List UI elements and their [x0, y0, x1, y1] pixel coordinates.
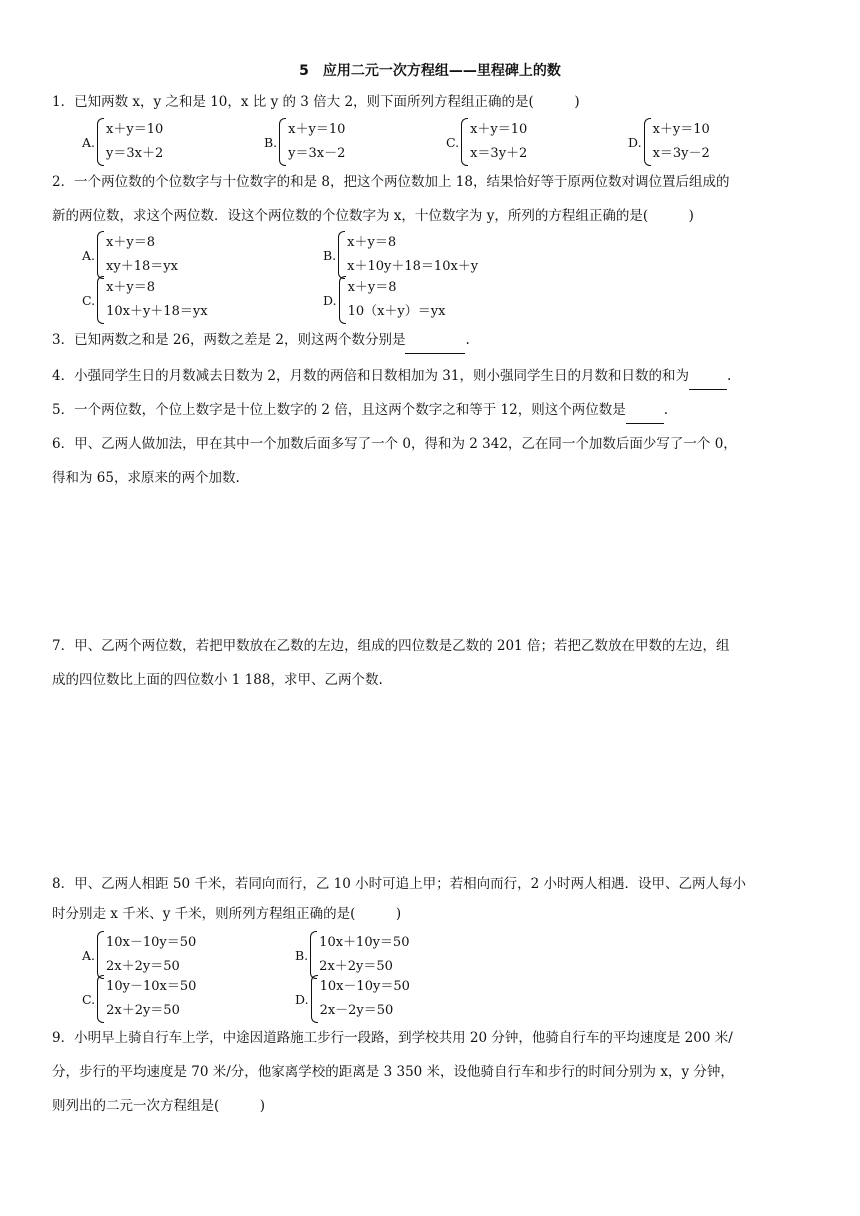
equation: 2x＋2y＝50: [319, 959, 393, 974]
question-3-end: .: [465, 332, 470, 348]
equation: 2x＋2y＝50: [106, 1003, 180, 1018]
q2-option-a: [82, 231, 178, 279]
q8-option-d: [295, 975, 410, 1023]
equation: x＋y＝10: [470, 122, 528, 137]
question-3: [52, 326, 812, 354]
q2-option-d: [323, 276, 445, 324]
q1-option-d: [628, 118, 710, 166]
answer-blank[interactable]: [626, 423, 664, 424]
q8-option-b: [295, 931, 409, 979]
question-9-line-3: 则列出的二元一次方程组是( ): [52, 1098, 266, 1114]
equation: 10x－10y＝50: [319, 979, 410, 994]
question-9-line-1: 9．小明早上骑自行车上学，中途因道路施工步行一段路，到学校共用 20 分钟，他骑自行车的平均速度是 200 米/: [52, 1030, 733, 1046]
equation: x＋y＝8: [106, 280, 156, 295]
answer-blank[interactable]: [405, 353, 465, 354]
question-8-line-2: 时分别走 x 千米、y 千米，则所列方程组正确的是( ): [52, 906, 402, 922]
equation: x＋y＝8: [347, 280, 397, 295]
question-5-end: .: [663, 402, 669, 418]
equation: 2x－2y＝50: [319, 1003, 394, 1018]
equation: x＋y＝10: [288, 122, 346, 137]
question-2-line-1: 2．一个两位数的个位数字与十位数字的和是 8，把这个两位数加上 18，结果恰好等于原两位数对调位置后组成的: [52, 174, 730, 190]
question-6-line-2: 得和为 65，求原来的两个加数.: [52, 470, 240, 486]
equation: x＋y＝8: [347, 235, 397, 250]
question-4-text: 4．小强同学生日的月数减去日数为 2，月数的两倍和日数相加为 31，则小强同学生日的月数和日数的和为: [52, 368, 689, 384]
question-7-line-2: 成的四位数比上面的四位数小 1 188，求甲、乙两个数.: [52, 672, 383, 688]
equation: 10x－10y＝50: [106, 935, 197, 950]
page-title: 5 应用二元一次方程组——里程碑上的数: [299, 63, 561, 79]
option-label: A.: [82, 134, 96, 150]
option-label: A.: [82, 247, 96, 263]
equation: 10x＋y＋18＝yx: [106, 304, 208, 319]
question-1: 1．已知两数 x，y 之和是 10，x 比 y 的 3 倍大 2，则下面所列方程组正确的是( ): [52, 94, 580, 110]
question-5: [52, 396, 812, 424]
q1-option-b: [264, 118, 345, 166]
option-label: B.: [323, 247, 337, 263]
q8-option-c: [82, 975, 196, 1023]
equation: 10x＋10y＝50: [319, 935, 410, 950]
q2-option-b: [323, 231, 478, 279]
q8-option-a: [82, 931, 196, 979]
q1-option-a: [82, 118, 163, 166]
equation: xy＋18＝yx: [106, 259, 178, 274]
question-8-line-1: 8．甲、乙两人相距 50 千米，若同向而行，乙 10 小时可追上甲；若相向而行，2 小时两人相遇．设甲、乙两人每小: [52, 876, 746, 892]
question-7-line-1: 7．甲、乙两个两位数，若把甲数放在乙数的左边，组成的四位数是乙数的 201 倍；若把乙数放在甲数的左边，组: [52, 638, 730, 654]
equation: x＋y＝10: [652, 122, 710, 137]
equation: x＋10y＋18＝10x＋y: [347, 259, 479, 274]
equation: y＝3x－2: [288, 146, 346, 161]
equation: x＋y＝8: [106, 235, 155, 250]
question-5-text: 5．一个两位数，个位上数字是十位上数字的 2 倍，且这两个数字之和等于 12，则这个两位数是: [52, 402, 626, 418]
option-label: C.: [446, 134, 460, 150]
equation: y＝3x＋2: [106, 146, 164, 161]
option-label: B.: [264, 134, 278, 150]
option-label: D.: [295, 991, 309, 1007]
q2-option-c: [82, 276, 208, 324]
answer-blank[interactable]: [689, 389, 727, 390]
option-label: D.: [628, 134, 642, 150]
question-4-end: .: [726, 368, 732, 384]
option-label: D.: [323, 292, 337, 308]
question-6-line-1: 6．甲、乙两人做加法，甲在其中一个加数后面多写了一个 0，得和为 2 342，乙在同一个加数后面少写了一个 0，: [52, 436, 737, 452]
equation: 2x＋2y＝50: [106, 959, 180, 974]
question-9-line-2: 分，步行的平均速度是 70 米/分，他家离学校的距离是 3 350 米，设他骑自行车和步行的时间分别为 x，y 分钟，: [52, 1064, 734, 1080]
option-label: C.: [82, 991, 96, 1007]
option-label: C.: [82, 292, 96, 308]
option-label: B.: [295, 947, 309, 963]
equation: x＝3y－2: [652, 146, 710, 161]
equation: x＋y＝10: [106, 122, 164, 137]
question-3-text: 3．已知两数之和是 26，两数之差是 2，则这两个数分别是: [52, 332, 406, 348]
equation: x＝3y＋2: [470, 146, 528, 161]
question-4: [52, 362, 812, 390]
equation: 10（x＋y）＝yx: [347, 304, 446, 319]
q1-option-c: [446, 118, 527, 166]
equation: 10y－10x＝50: [106, 979, 197, 994]
question-2-line-2: 新的两位数，求这个两位数．设这个两位数的个位数字为 x，十位数字为 y，所列的方程组正确的是( ): [52, 208, 694, 224]
option-label: A.: [82, 947, 96, 963]
